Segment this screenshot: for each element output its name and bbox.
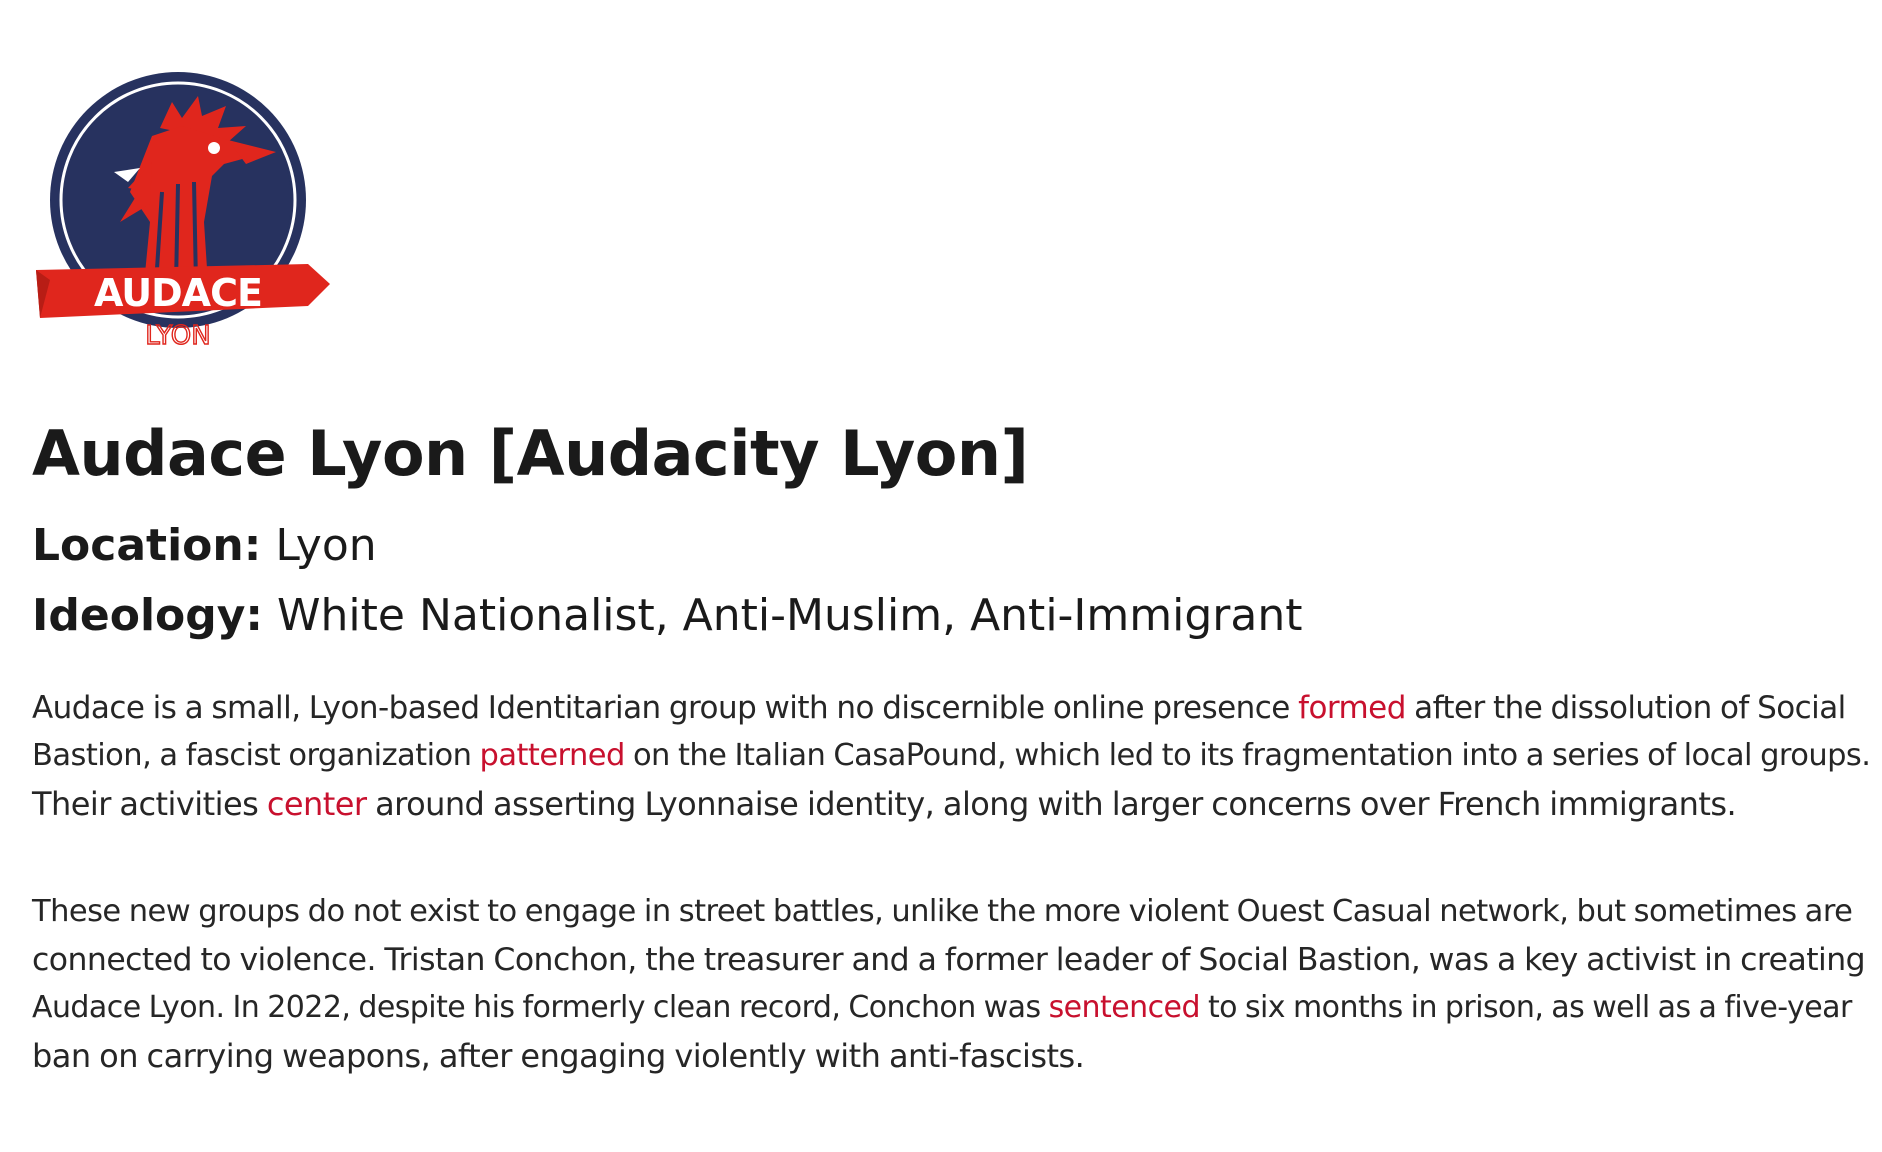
paragraph-line (32, 984, 1872, 1032)
page-title: Audace Lyon [Audacity Lyon] (32, 417, 1029, 490)
text-segment: Bastion, a fascist organization (32, 738, 480, 773)
logo-main-text: AUDACE (94, 271, 262, 315)
paragraph-line (32, 780, 1872, 828)
audace-lyon-logo (32, 72, 332, 356)
description-paragraph-2 (32, 888, 1872, 1080)
text-segment: Audace is a small, Lyon-based Identitarian group with no discernible online presence (32, 690, 1299, 726)
logo-sub-text: LYON (145, 321, 211, 351)
ideology-label: Ideology: (32, 590, 264, 641)
ideology-value: White Nationalist, Anti-Muslim, Anti-Immigrant (277, 590, 1303, 641)
paragraph-line: ban on carrying weapons, after engaging violently with anti-fascists. (32, 1037, 1085, 1075)
text-segment: Their activities (32, 785, 267, 823)
paragraph-line: These new groups do not exist to engage in street battles, unlike the more violent Ouest Casual network, but sometimes are (32, 894, 1853, 929)
paragraph-line (32, 732, 1872, 780)
link-center[interactable]: center (266, 785, 367, 823)
description-paragraph-1 (32, 684, 1872, 828)
link-patterned[interactable]: patterned (479, 738, 625, 773)
text-segment: on the Italian CasaPound, which led to its fragmentation into a series of local groups. (624, 738, 1871, 773)
location-row (32, 518, 377, 574)
paragraph-line (32, 684, 1872, 732)
paragraph-line: connected to violence. Tristan Conchon, the treasurer and a former leader of Social Bastion, was a key activist in creating (32, 942, 1866, 978)
location-label: Location: (32, 520, 262, 571)
ideology-row (32, 588, 1302, 644)
text-segment: Audace Lyon. In 2022, despite his formerly clean record, Conchon was (32, 990, 1049, 1025)
link-sentenced[interactable]: sentenced (1048, 990, 1200, 1025)
text-segment: to six months in prison, as well as a five-year (1199, 990, 1852, 1025)
text-segment: around asserting Lyonnaise identity, along with larger concerns over French immigrants. (366, 785, 1737, 823)
text-segment: after the dissolution of Social (1405, 690, 1846, 726)
link-formed[interactable]: formed (1298, 690, 1406, 726)
location-value: Lyon (275, 520, 377, 571)
